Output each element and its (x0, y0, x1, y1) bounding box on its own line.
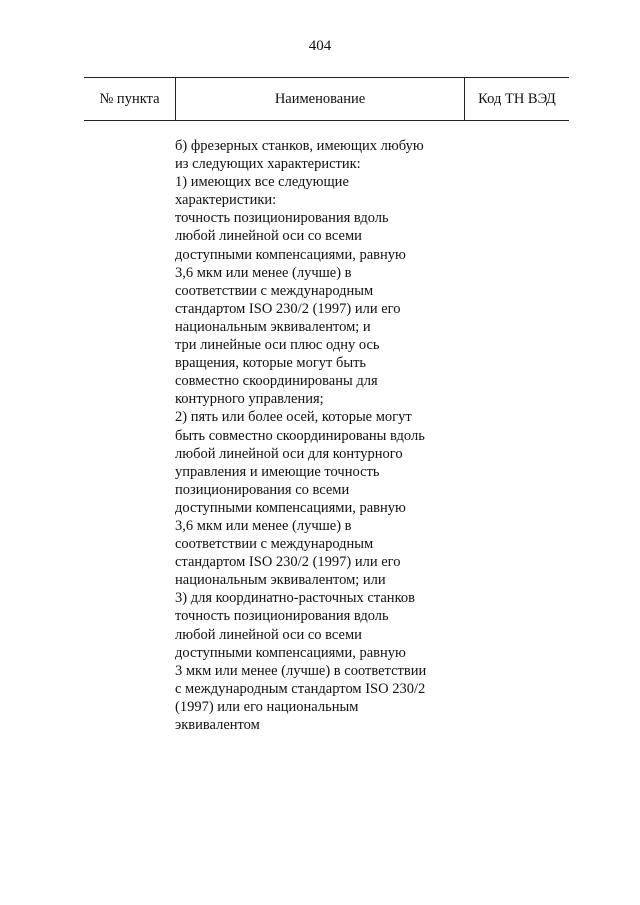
description-line: доступными компенсациями, равную (175, 644, 406, 661)
description-line: из следующих характеристик: (175, 156, 361, 173)
description-line: 3,6 мкм или менее (лучше) в (175, 264, 352, 281)
description-line: 3) для координатно-расточных станков (175, 590, 415, 607)
description-line: доступными компенсациями, равную (175, 246, 406, 263)
description-line: точность позиционирования вдоль (175, 608, 389, 625)
description-line: стандартом ISO 230/2 (1997) или его (175, 300, 401, 317)
description-line: точность позиционирования вдоль (175, 210, 389, 227)
header-item-number: № пункта (84, 78, 176, 120)
description-line: 1) имеющих все следующие (175, 174, 349, 191)
header-name: Наименование (176, 78, 465, 120)
description-line: управления и имеющие точность (175, 463, 380, 480)
description-line: любой линейной оси со всеми (175, 228, 362, 245)
description-line: национальным эквивалентом; или (175, 572, 386, 589)
description-line: (1997) или его национальным (175, 698, 359, 715)
page-number: 404 (308, 38, 332, 54)
description-line: соответствии с международным (175, 282, 374, 299)
description-line: характеристики: (175, 192, 277, 209)
table-header (84, 77, 569, 121)
description-line: 3 мкм или менее (лучше) в соответствии (175, 662, 427, 679)
description-line: национальным эквивалентом; и (175, 318, 371, 335)
description-line: позиционирования со всеми (175, 481, 350, 498)
header-code: Код ТН ВЭД (478, 90, 556, 107)
description-line: с международным стандартом ISO 230/2 (175, 680, 426, 697)
item-description (175, 137, 475, 734)
description-line: соответствии с международным (175, 536, 374, 553)
description-line: эквивалентом (175, 717, 260, 733)
description-line: стандартом ISO 230/2 (1997) или его (175, 554, 401, 571)
description-line: быть совместно скоординированы вдоль (175, 427, 425, 444)
description-line: вращения, которые могут быть (175, 355, 367, 372)
description-line: любой линейной оси для контурного (175, 445, 403, 462)
description-line: любой линейной оси со всеми (175, 626, 362, 643)
description-line: 2) пять или более осей, которые могут (175, 409, 412, 426)
description-line: совместно скоординированы для (175, 373, 378, 390)
description-line: три линейные оси плюс одну ось (175, 337, 380, 354)
description-line: доступными компенсациями, равную (175, 499, 406, 516)
description-line: контурного управления; (175, 391, 324, 408)
description-line: б) фрезерных станков, имеющих любую (175, 138, 424, 154)
description-line: 3,6 мкм или менее (лучше) в (175, 517, 352, 534)
